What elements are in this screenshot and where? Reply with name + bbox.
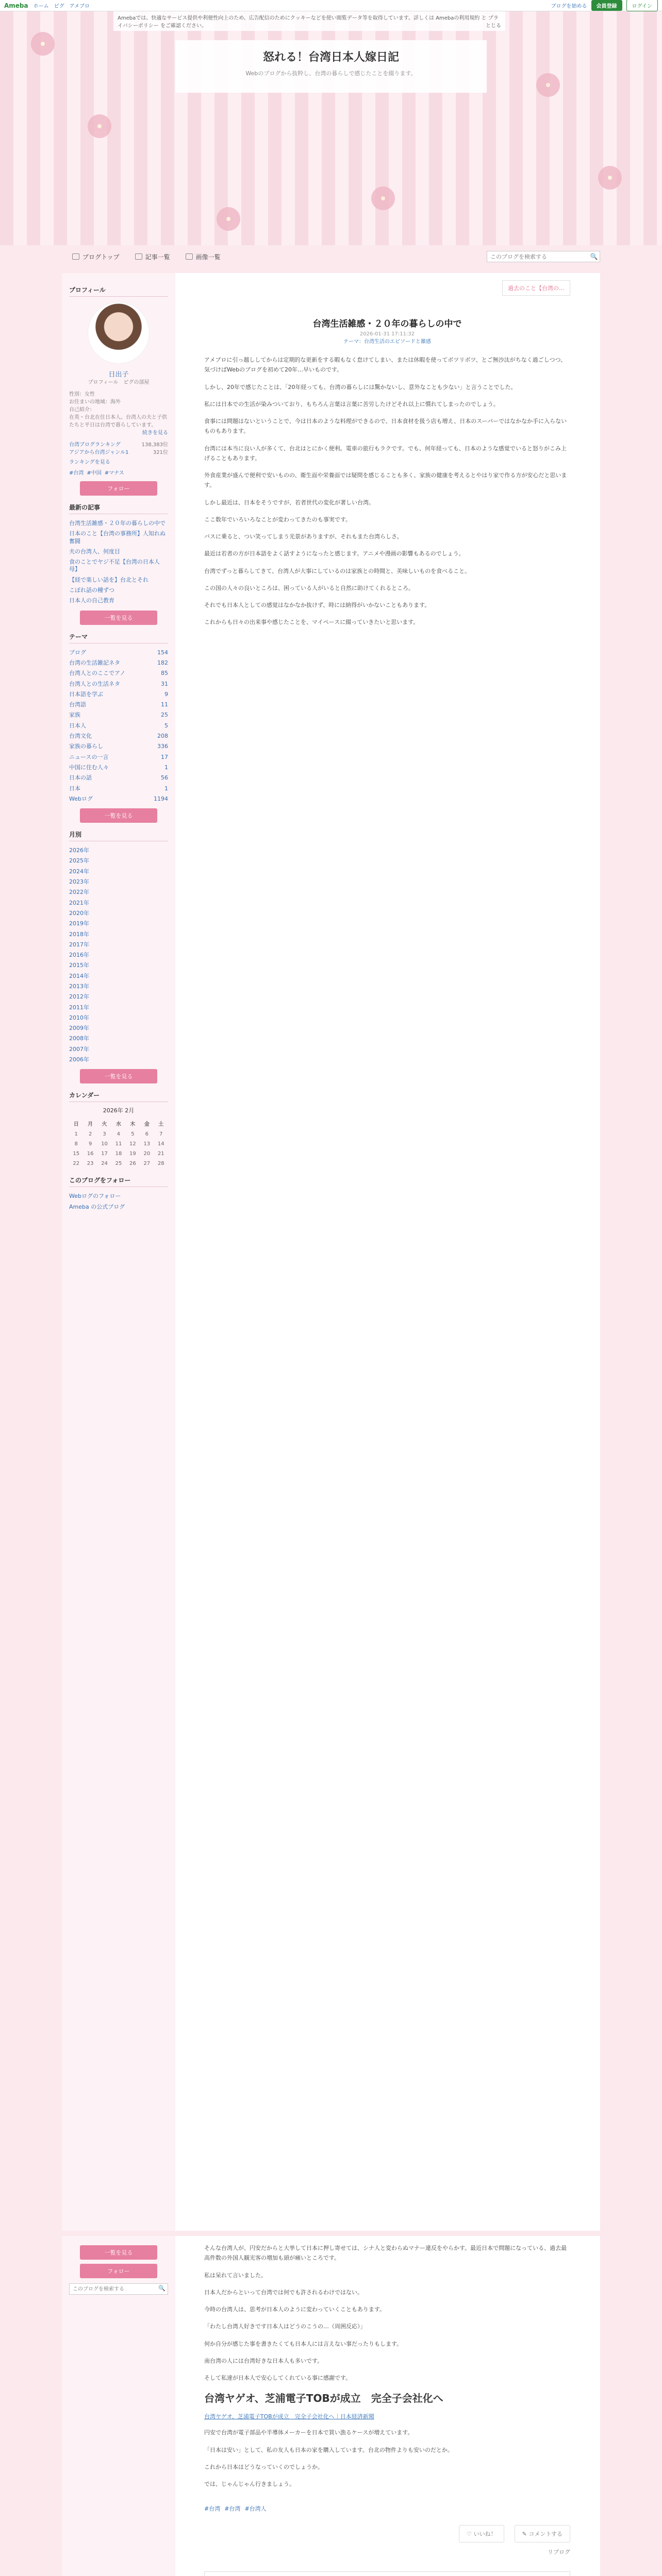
paragraph: そんな台湾人が、円安だからと大挙して日本に押し寄せては、シナ人と変わらぬマナー違反をやらかす。最近日本で問題になっている、過去最高件数の外国人観光客の増加も頭が痛いところです。 xyxy=(204,2245,567,2262)
theme-label: 家族 xyxy=(69,711,80,719)
theme-item[interactable] xyxy=(69,721,168,731)
calendar-day: 19 xyxy=(129,1151,136,1157)
calendar-day: 17 xyxy=(101,1151,108,1157)
paragraph: 「わたし台湾人好きです日本人はどうのこうの…（周囲反応）」 xyxy=(204,2323,366,2330)
recent-item[interactable]: 夫の台湾人、何度目 xyxy=(69,548,120,555)
calendar-table xyxy=(69,1117,168,1168)
themes-more-button[interactable]: 一覧を見る xyxy=(80,808,157,823)
theme-count: 1 xyxy=(164,785,168,792)
hashtag[interactable]: #中国 xyxy=(87,470,102,476)
weekday: 日 xyxy=(73,1122,79,1128)
calendar-day: 28 xyxy=(157,1161,164,1167)
entry-body xyxy=(204,355,570,628)
start-blog-link[interactable]: ブログを始める xyxy=(551,4,587,9)
entry-pager-top xyxy=(204,280,570,296)
cookie-notice xyxy=(113,11,505,31)
recent-item[interactable]: 日本のこと【台湾の事務所】人知れぬ奮闘 xyxy=(69,530,166,545)
ranking2-label[interactable]: アジアから台湾ジャンル1 xyxy=(69,450,129,455)
recent-item[interactable]: 台湾生活雑感・２０年の暮らしの中で xyxy=(69,520,166,527)
archive-year[interactable]: 2006年 xyxy=(69,1056,89,1063)
calendar-day: 25 xyxy=(115,1161,122,1167)
paragraph: しかし、20年で感じたことは、「20年経っても、台湾の暮らしには驚かないし、意外なことも少ない」と言うことでした。 xyxy=(204,383,517,391)
paragraph: 南台湾の人には台湾好きな日本人も多いです。 xyxy=(204,2357,323,2364)
theme-item[interactable] xyxy=(69,648,168,658)
theme-count: 9 xyxy=(164,690,168,698)
calendar-day: 26 xyxy=(129,1161,136,1167)
tag-link[interactable]: #台湾人 xyxy=(244,2505,267,2513)
sidebar-more-button[interactable]: 一覧を見る xyxy=(80,2245,157,2260)
blossom-decoration xyxy=(598,166,622,190)
recent-item[interactable]: 食のことでヤジ不足【台湾の日本人母】 xyxy=(69,558,160,573)
nav-image-list[interactable] xyxy=(186,252,221,261)
theme-item[interactable] xyxy=(69,731,168,741)
image-icon xyxy=(186,253,193,260)
theme-item[interactable] xyxy=(69,784,168,794)
blog-nav xyxy=(62,249,600,264)
archive-heading: 月別 xyxy=(69,830,168,841)
blog-header xyxy=(0,11,662,257)
archive-year[interactable]: 2023年 xyxy=(69,878,89,886)
weekday: 火 xyxy=(102,1122,107,1128)
entry-title[interactable]: 台湾生活雑感・２０年の暮らしの中で xyxy=(312,319,462,329)
paragraph: 台湾には本当に良い人が多くて、台北はとにかく便利。電車の旅行もラクです。でも、何年経っても、日本のような感覚でいると怒りがこみ上げることもあります。 xyxy=(204,445,567,462)
calendar-day: 4 xyxy=(117,1131,121,1138)
calendar-day: 23 xyxy=(87,1161,94,1167)
comment-label: コメントする xyxy=(528,2531,562,2538)
paragraph: 「日本は安い」として、私の友人も日本の家を購入しています。台北の物件よりも安いのだとか。 xyxy=(204,2446,453,2453)
weekday: 土 xyxy=(158,1122,164,1128)
archive-year[interactable]: 2026年 xyxy=(69,847,89,854)
reblog-link[interactable]: リブログ xyxy=(548,2549,570,2556)
sidebar-search-input[interactable] xyxy=(70,2284,156,2294)
calendar-day: 6 xyxy=(145,1131,148,1138)
blog-title-box xyxy=(175,40,487,93)
search-input[interactable] xyxy=(487,251,588,262)
login-button[interactable]: ログイン xyxy=(626,0,658,11)
news-link[interactable]: 台湾ヤゲオ、芝浦電子TOBが成立 完全子会社化へ｜日本経済新聞 xyxy=(204,2413,374,2420)
archive-year[interactable]: 2017年 xyxy=(69,941,89,948)
theme-count: 11 xyxy=(161,701,168,708)
entry-tags xyxy=(204,2504,570,2513)
paragraph: 円安で台湾が電子部品や半導体メーカーを日本で買い漁るケースが増えています。 xyxy=(204,2429,413,2436)
recent-list xyxy=(69,518,168,606)
archive-year[interactable]: 2018年 xyxy=(69,930,89,938)
archive-year[interactable]: 2009年 xyxy=(69,1025,89,1032)
archive-year[interactable]: 2019年 xyxy=(69,920,89,927)
topbar-link-ameblo[interactable]: アメブロ xyxy=(69,4,90,9)
theme-item[interactable] xyxy=(69,689,168,700)
recent-more-button[interactable]: 一覧を見る xyxy=(80,611,157,625)
entry-content xyxy=(184,273,591,2231)
paragraph: 日本人だからといって台湾では何でも許されるわけではない。 xyxy=(204,2289,363,2296)
recent-item[interactable]: 日本人の自己教育 xyxy=(69,597,114,604)
section-gap xyxy=(0,2231,662,2236)
ranking-label[interactable]: 台湾ブログランキング xyxy=(69,442,121,448)
theme-count: 154 xyxy=(157,649,168,656)
archive-year[interactable]: 2016年 xyxy=(69,952,89,959)
calendar-day: 9 xyxy=(88,1141,92,1147)
comment-icon: ✎ xyxy=(522,2531,529,2538)
theme-count: 31 xyxy=(161,680,168,687)
archive-year[interactable]: 2010年 xyxy=(69,1014,89,1021)
theme-label: 家族の暮らし xyxy=(69,743,103,750)
archive-year[interactable]: 2007年 xyxy=(69,1045,89,1053)
ameba-logo[interactable]: Ameba xyxy=(4,2,28,9)
theme-count: 25 xyxy=(161,711,168,719)
blossom-decoration xyxy=(217,207,240,231)
hashtag[interactable]: #台湾 xyxy=(69,470,84,476)
calendar-day: 7 xyxy=(159,1131,163,1138)
top-bar xyxy=(0,0,662,11)
paragraph: 何か自分が感じた事を書きたくても日本人には言えない事だったりもします。 xyxy=(204,2340,403,2347)
paragraph: 私は呆れて言いました。 xyxy=(204,2272,267,2279)
calendar-day: 18 xyxy=(115,1151,122,1157)
calendar-day: 15 xyxy=(73,1151,80,1157)
tag-link[interactable]: #台湾 xyxy=(204,2505,221,2513)
theme-item[interactable] xyxy=(69,658,168,668)
entry-body-continued xyxy=(204,2243,570,2489)
calendar-day: 16 xyxy=(87,1151,94,1157)
follow-card xyxy=(204,2571,570,2576)
archive-year[interactable]: 2013年 xyxy=(69,982,89,990)
recent-heading: 最新の記事 xyxy=(69,503,168,514)
paragraph: バスに乗ると、つい笑ってしまう光景がありますが、それもまた台湾らしさ。 xyxy=(204,533,403,540)
archive-year[interactable]: 2024年 xyxy=(69,868,89,875)
theme-label: 中国に住む人々 xyxy=(69,764,109,771)
sidebar-follow-button[interactable]: フォロー xyxy=(80,2264,157,2278)
news-headline: 台湾ヤゲオ、芝浦電子TOBが成立 完全子会社化へ xyxy=(204,2392,443,2405)
following-link[interactable]: Webログのフォロー xyxy=(69,1193,121,1200)
ranking-value: 138,383位 xyxy=(141,442,168,448)
navigation-wrapper xyxy=(0,245,662,268)
calendar-day: 24 xyxy=(101,1161,108,1167)
like-button[interactable] xyxy=(459,2525,504,2543)
recent-item[interactable]: 【経で楽しい話を】台北とそれ xyxy=(69,576,148,583)
paragraph: 外食産業が盛んで便利で安いものの、衛生面や栄養面では疑問を感じることも多く、家族の健康を考えるとやはり家で作る方が安心だと思います。 xyxy=(204,472,567,489)
comment-button[interactable] xyxy=(515,2525,570,2543)
entry-content-continued xyxy=(184,2236,591,2576)
theme-label: 日本語を学ぶ xyxy=(69,690,103,698)
nav-label: 画像一覧 xyxy=(195,253,221,261)
theme-count: 182 xyxy=(157,659,168,666)
archive-year[interactable]: 2012年 xyxy=(69,993,89,1001)
heart-icon: ♡ xyxy=(467,2531,474,2538)
calendar-day: 10 xyxy=(101,1141,108,1147)
paragraph: これから日本はどうなっていくのでしょうか。 xyxy=(204,2463,323,2470)
paragraph: ここ数年でいろいろなことが変わってきたのも事実です。 xyxy=(204,516,352,523)
blog-search xyxy=(487,251,600,262)
calendar-day: 21 xyxy=(157,1151,164,1157)
theme-label: 台湾文化 xyxy=(69,733,92,740)
feedback-bar xyxy=(204,2525,570,2543)
blog-icon xyxy=(72,253,79,260)
register-button[interactable]: 会員登録 xyxy=(591,0,622,11)
hashtag[interactable]: #マナス xyxy=(104,470,124,476)
recent-item[interactable]: こぼれ話の種ずつ xyxy=(69,587,114,594)
nav-blog-top[interactable] xyxy=(72,252,120,261)
paragraph: しかし最近は、日本をそうですが、若者世代の変化が著しい台湾。 xyxy=(204,499,374,506)
paragraph: アメブロに引っ越ししてからは定期的な更新をする暇もなく怠けてしまい、または休暇を使ってボツリボツ、とご無沙汰がちなく過ごしつつ、気づけばWebのブログを初めて20年…早いものです。 xyxy=(204,357,567,374)
nav-label: 記事一覧 xyxy=(145,253,170,261)
weekday: 月 xyxy=(88,1122,93,1128)
cookie-close-button[interactable]: とじる xyxy=(486,23,501,29)
archive-year[interactable]: 2022年 xyxy=(69,889,89,896)
blossom-decoration xyxy=(31,32,55,56)
theme-label: ニュースの一言 xyxy=(69,753,109,760)
calendar-day: 20 xyxy=(143,1151,151,1157)
calendar-day: 1 xyxy=(74,1131,78,1138)
profile-heading: プロフィール xyxy=(69,285,168,297)
themes-heading: テーマ xyxy=(69,632,168,643)
theme-item[interactable] xyxy=(69,741,168,752)
tag-link[interactable]: #台湾 xyxy=(224,2505,241,2513)
calendar-day: 8 xyxy=(74,1141,78,1147)
paragraph: 食事には問題はないということで、今は日本のような料理ができるので、日本食材を扱う店も増え、日本のスーパーではなかなか手に入らないものもあります。 xyxy=(204,418,567,435)
blossom-decoration xyxy=(371,187,395,210)
entry-date: 2026-01-31 17:11:32 xyxy=(359,331,415,337)
profile-name[interactable]: 日出子 xyxy=(108,371,129,379)
ranking-link[interactable]: ランキングを見る xyxy=(69,460,110,465)
topbar-link-pigg[interactable]: ピグ xyxy=(54,4,64,9)
theme-count: 1 xyxy=(164,764,168,771)
theme-label: 日本 xyxy=(69,785,80,792)
sidebar xyxy=(62,273,175,2231)
theme-item[interactable] xyxy=(69,679,168,689)
paragraph: そして私達が日本人で安心してくれている事に感謝です。 xyxy=(204,2375,352,2381)
theme-item[interactable] xyxy=(69,752,168,762)
calendar-day: 14 xyxy=(157,1141,164,1147)
list-icon xyxy=(135,253,142,260)
theme-label: 台湾の生活雑記ネタ xyxy=(69,659,120,666)
theme-count: 1194 xyxy=(154,795,168,802)
theme-item[interactable] xyxy=(69,762,168,773)
theme-label: 日本の話 xyxy=(69,774,92,782)
blossom-decoration xyxy=(536,73,560,97)
theme-item[interactable] xyxy=(69,773,168,783)
theme-item[interactable] xyxy=(69,668,168,679)
blossom-decoration xyxy=(88,114,111,138)
ranking2-value: 321位 xyxy=(153,450,168,455)
main-section-2 xyxy=(62,2236,600,2576)
theme-count: 56 xyxy=(161,774,168,782)
blog-title[interactable]: 怒れる！台湾日本人嫁日記 xyxy=(262,51,399,64)
follow-button[interactable]: フォロー xyxy=(80,481,157,496)
theme-label: 台湾人との生活ネタ xyxy=(69,680,120,687)
blog-subtitle: Webのブログから抜粋し、台湾の暮らしで感じたことを綴ります。 xyxy=(245,70,417,77)
theme-label: ブログ xyxy=(69,649,86,656)
like-label: いいね！ xyxy=(473,2531,496,2538)
weekday: 金 xyxy=(144,1122,150,1128)
topbar-link-home[interactable]: ホーム xyxy=(33,4,49,9)
search-icon[interactable]: 🔍 xyxy=(158,2285,166,2292)
cookie-notice-text: Amebaでは、快適なサービス提供や利便性向上のため、広告配信のためにクッキーなどを使い閲覧データ等を取得しています。詳しくは Amebaの利用規約 と プライバシーポリシー をご確認ください。 xyxy=(118,15,499,29)
archive-year[interactable]: 2015年 xyxy=(69,962,89,969)
calendar-day: 2 xyxy=(88,1131,92,1138)
paragraph: 最近は若者の方が日本語をよく話すようになったと感じます。アニメや漫画の影響もあるのでしょう。 xyxy=(204,550,465,557)
following-link[interactable]: Ameba の公式ブログ xyxy=(69,1203,125,1210)
profile-details: 性別：女性 お住まいの地域：海外 自己紹介： 在英・台北在住日本人。台湾人の夫と子供たちと平日は台湾で暮らしています。 xyxy=(69,392,167,428)
calendar-day: 27 xyxy=(143,1161,151,1167)
avatar[interactable] xyxy=(88,302,150,364)
theme-label: 台湾語 xyxy=(69,701,86,708)
archive-year[interactable]: 2011年 xyxy=(69,1004,89,1011)
archive-year[interactable]: 2020年 xyxy=(69,909,89,917)
paragraph: では、じゃんじゃん行きましょう。 xyxy=(204,2481,295,2487)
archive-year[interactable]: 2021年 xyxy=(69,899,89,906)
calendar-day: 22 xyxy=(73,1161,80,1167)
paragraph: これからも日々の出来事や感じたことを、マイペースに綴っていきたいと思います。 xyxy=(204,619,419,626)
entry-meta xyxy=(204,331,570,345)
theme-item[interactable] xyxy=(69,794,168,804)
paragraph: それでも日本人としての感覚はなかなか抜けず、時には納得がいかないこともあります。 xyxy=(204,602,431,608)
calendar-month: 2026年 2月 xyxy=(103,1107,135,1114)
entry-theme-link[interactable]: テーマ：台湾生活のエピソードと雑感 xyxy=(343,339,431,345)
calendar-day: 12 xyxy=(129,1141,136,1147)
sidebar-continued xyxy=(62,2236,175,2576)
main-section-1 xyxy=(62,273,600,2231)
paragraph: 台湾でずっと暮らしてきて、台湾人が大事にしているのは家族との時間と、美味しいものを食べること。 xyxy=(204,567,471,574)
calendar-day: 11 xyxy=(115,1141,122,1147)
following-heading: このブログをフォロー xyxy=(69,1176,168,1187)
archive-more-button[interactable]: 一覧を見る xyxy=(80,1069,157,1083)
theme-count: 85 xyxy=(161,670,168,677)
theme-item[interactable] xyxy=(69,710,168,720)
theme-count: 17 xyxy=(161,753,168,760)
profile-more-link[interactable]: 続きを見る xyxy=(142,430,168,436)
profile-links[interactable]: プロフィール ピグの部屋 xyxy=(88,380,150,385)
archive-year[interactable]: 2008年 xyxy=(69,1035,89,1042)
theme-label: 日本人 xyxy=(69,722,86,729)
search-icon[interactable]: 🔍 xyxy=(590,253,598,260)
calendar-day: 13 xyxy=(143,1141,151,1147)
theme-list xyxy=(69,648,168,804)
archive-list xyxy=(69,845,168,1065)
prev-entry-link[interactable]: 過去のこと【台湾の… xyxy=(502,280,570,296)
weekday: 木 xyxy=(130,1122,136,1128)
calendar-day: 3 xyxy=(103,1131,106,1138)
nav-label: ブログトップ xyxy=(82,253,120,261)
theme-count: 208 xyxy=(157,733,168,740)
calendar-heading: カレンダー xyxy=(69,1091,168,1102)
theme-label: Webログ xyxy=(69,795,93,802)
theme-item[interactable] xyxy=(69,700,168,710)
sidebar-search xyxy=(69,2283,168,2295)
weekday: 水 xyxy=(115,1122,121,1128)
archive-year[interactable]: 2014年 xyxy=(69,972,89,979)
paragraph: この国の人々の良いところは、困っている人がいると自然に助けてくれるところ。 xyxy=(204,584,414,591)
paragraph: 今時の台湾人は、思考が日本人のように変わっていくこともあります。 xyxy=(204,2306,386,2313)
archive-year[interactable]: 2025年 xyxy=(69,857,89,865)
nav-entry-list[interactable] xyxy=(135,252,170,261)
theme-label: 台湾人とのここでアノ xyxy=(69,670,126,677)
theme-count: 5 xyxy=(164,722,168,729)
calendar-day: 5 xyxy=(131,1131,135,1138)
theme-count: 336 xyxy=(157,743,168,750)
paragraph: 私には日本での生活が染みついており、もちろん言葉は言葉に苦労したけどそれ以上に慣れてしまったのでしょう。 xyxy=(204,400,499,408)
